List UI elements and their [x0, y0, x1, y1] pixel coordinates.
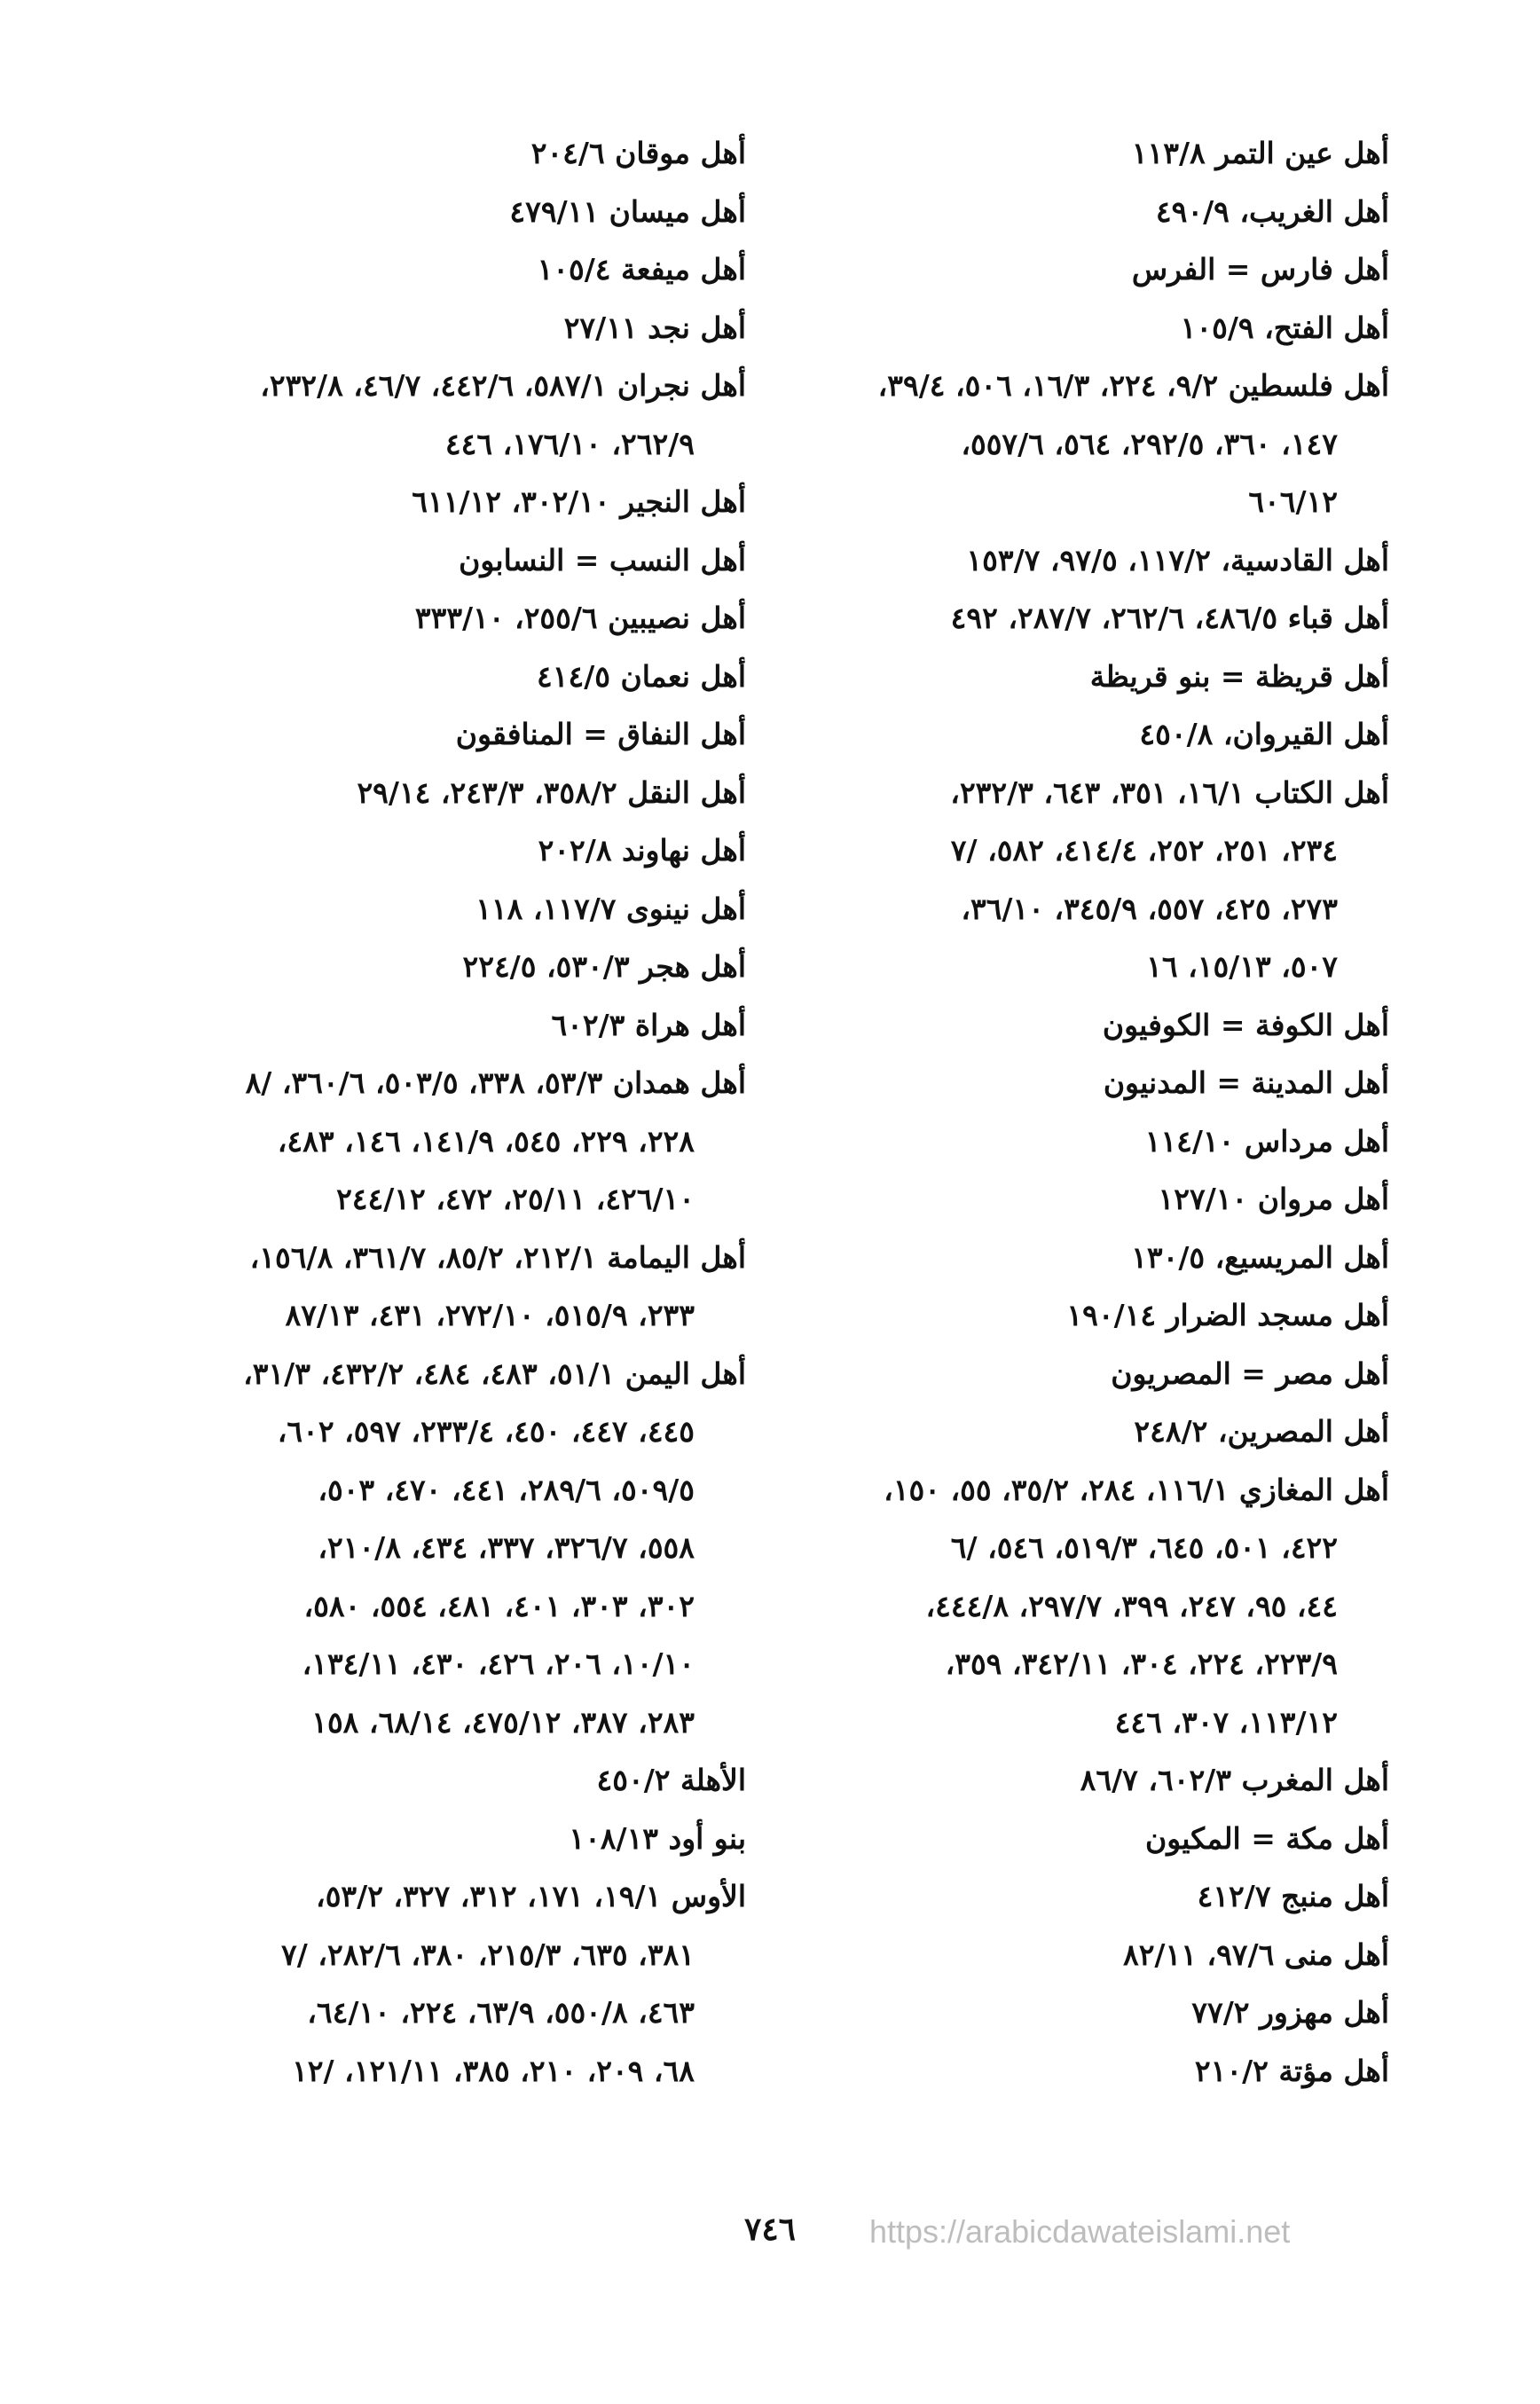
index-entry-line: ٥٠٧، ١٥/١٣، ١٦	[1146, 949, 1338, 984]
index-entry-line: أهل نينوى ١١٧/٧، ١١٨	[475, 891, 746, 926]
index-entry-line: أهل مؤتة ٢١٠/٢	[1194, 2053, 1389, 2088]
index-entry-line: أهل عين التمر ١١٣/٨	[1131, 136, 1389, 170]
index-column-right	[742, 124, 1389, 2100]
index-entry-line: أهل مرداس ١١٤/١٠	[1144, 1123, 1389, 1159]
index-entry-line: ٣٠٢، ٣٠٣، ٤٠١، ٤٨١، ٥٥٤، ٥٨٠،	[303, 1588, 695, 1623]
index-entry-line: أهل هراة ٦٠٢/٣	[551, 1007, 746, 1042]
index-entry-line: أهل الفتح، ١٠٥/٩	[1180, 310, 1389, 345]
index-entry-line: ٤٤، ٩٥، ٢٤٧، ٣٩٩، ٢٩٧/٧، ٤٤٤/٨،	[925, 1588, 1338, 1623]
index-entry-line: أهل اليمن ٥١/١، ٤٨٣، ٤٨٤، ٤٣٢/٢، ٣١/٣،	[243, 1355, 746, 1391]
index-entry-line: أهل فلسطين ٩/٢، ٢٢٤، ١٦/٣، ٥٠٦، ٣٩/٤،	[877, 368, 1389, 403]
index-entry-line: بنو أود ١٠٨/١٣	[569, 1820, 746, 1856]
index-entry-line: أهل نصيبين ٢٥٥/٦، ٣٣٣/١٠	[414, 601, 746, 635]
index-entry-line: أهل نعمان ٤١٤/٥	[537, 658, 746, 694]
index-entry-line: أهل القادسية، ١١٧/٢، ٩٧/٥، ١٥٣/٧	[966, 542, 1389, 577]
index-entry-line: ١١٣/١٢، ٣٠٧، ٤٤٦	[1114, 1704, 1338, 1740]
index-entry-line: ١٠/١٠، ٢٠٦، ٤٢٦، ٤٣٠، ١٣٤/١١،	[302, 1646, 695, 1681]
index-entry-line: أهل ميسان ٤٧٩/١١	[509, 193, 746, 229]
index-entry-line: ٢٦٢/٩، ١٧٦/١٠، ٤٤٦	[444, 426, 695, 461]
watermark-url: https://arabicdawateislami.net	[869, 2213, 1291, 2250]
index-entry-line: ٢٣٣، ٥١٥/٩، ٢٧٢/١٠، ٤٣١، ٨٧/١٣	[285, 1298, 695, 1332]
index-entry-line: أهل هجر ٥٣٠/٣، ٢٢٤/٥	[462, 949, 746, 984]
index-entry-line: أهل نجران ٥٨٧/١، ٤٤٢/٦، ٤٦/٧، ٢٣٢/٨،	[260, 368, 746, 403]
index-entry-line: ٢٨٣، ٣٨٧، ٤٧٥/١٢، ٦٨/١٤، ١٥٨	[311, 1704, 695, 1740]
index-entry-line: ١٤٧، ٣٦٠، ٢٩٢/٥، ٥٦٤، ٥٥٧/٦،	[961, 426, 1338, 461]
index-entry-line: أهل المغازي ١١٦/١، ٢٨٤، ٣٥/٢، ٥٥، ١٥٠،	[884, 1472, 1389, 1507]
index-entry-line: أهل الغريب، ٤٩٠/٩	[1155, 193, 1389, 229]
index-entry-line: أهل قباء ٤٨٦/٥، ٢٦٢/٦، ٢٨٧/٧، ٤٩٢	[950, 601, 1389, 635]
index-entry-line: ٥٠٩/٥، ٢٨٩/٦، ٤٤١، ٤٧٠، ٥٠٣،	[318, 1472, 695, 1507]
index-entry-line: أهل النسب = النسابون	[459, 542, 746, 577]
index-entry-line: الأوس ١٩/١، ١٧١، ٣١٢، ٣٢٧، ٥٣/٢،	[316, 1879, 746, 1913]
index-entry-line: أهل مسجد الضرار ١٩٠/١٤	[1066, 1298, 1389, 1332]
index-column-left	[72, 124, 746, 2100]
index-entry-line: أهل مهزور ٧٧/٢	[1191, 1995, 1389, 2030]
index-entry-line: ٤٤٥، ٤٤٧، ٤٥٠، ٢٣٣/٤، ٥٩٧، ٦٠٢،	[277, 1414, 695, 1449]
index-entry-line: أهل منى ٩٧/٦، ٨٢/١١	[1122, 1937, 1389, 1972]
index-entry-line: أهل مصر = المصريون	[1111, 1355, 1389, 1391]
page-number: ٧٤٦	[743, 2211, 796, 2248]
index-entry-line: أهل مروان ١٢٧/١٠	[1158, 1182, 1389, 1216]
index-entry-line: أهل النجير ٣٠٢/١٠، ٦١١/١٢	[412, 484, 746, 519]
index-entry-line: ٣٨١، ٦٣٥، ٢١٥/٣، ٣٨٠، ٢٨٢/٦، /٧	[281, 1937, 695, 1972]
index-entry-line: أهل نهاوند ٢٠٢/٨	[538, 833, 746, 868]
index-entry-line: أهل الكتاب ١٦/١، ٣٥١، ٦٤٣، ٢٣٢/٣،	[950, 774, 1389, 810]
index-entry-line: ٢٢٨، ٢٢٩، ٥٤٥، ١٤١/٩، ١٤٦، ٤٨٣،	[277, 1123, 695, 1159]
index-entry-line: أهل نجد ٢٧/١١	[563, 310, 746, 345]
index-entry-line: أهل المغرب ٦٠٢/٣، ٨٦/٧	[1080, 1763, 1389, 1797]
index-entry-line: أهل همدان ٥٣/٣، ٣٣٨، ٥٠٣/٥، ٣٦٠/٦، /٨	[245, 1065, 746, 1100]
index-entry-line: ٢٧٣، ٤٢٥، ٥٥٧، ٣٤٥/٩، ٣٦/١٠،	[961, 891, 1338, 926]
index-entry-line: أهل الكوفة = الكوفيون	[1102, 1007, 1389, 1042]
index-entry-line: أهل منبج ٤١٢/٧	[1197, 1879, 1389, 1913]
index-entry-line: أهل النقل ٣٥٨/٢، ٢٤٣/٣، ٢٩/١٤	[357, 774, 746, 810]
index-entry-line: ٢٣٤، ٢٥١، ٢٥٢، ٤١٤/٤، ٥٨٢، /٧	[950, 833, 1338, 868]
index-entry-line: ٤٦٣، ٥٥٠/٨، ٦٣/٩، ٢٢٤، ٦٤/١٠،	[307, 1995, 695, 2030]
index-entry-line: أهل القيروان، ٤٥٠/٨	[1139, 717, 1389, 751]
index-entry-line: أهل المريسيع، ١٣٠/٥	[1131, 1239, 1389, 1275]
index-entry-line: الأهلة ٤٥٠/٢	[596, 1763, 746, 1797]
index-entry-line: ٥٥٨، ٣٢٦/٧، ٣٣٧، ٤٣٤، ٢١٠/٨،	[318, 1530, 695, 1565]
index-entry-line: ٦٨، ٢٠٩، ٢١٠، ٣٨٥، ١٢١/١١، /١٢	[292, 2053, 695, 2088]
index-entry-line: ٦٠٦/١٢	[1248, 484, 1338, 519]
index-entry-line: أهل قريظة = بنو قريظة	[1089, 658, 1389, 694]
index-entry-line: ٢٢٣/٩، ٢٢٤، ٣٠٤، ٣٤٢/١١، ٣٥٩،	[945, 1646, 1338, 1681]
index-entry-line: أهل فارس = الفرس	[1131, 252, 1389, 287]
index-entry-line: أهل مكة = المكيون	[1144, 1820, 1389, 1856]
index-entry-line: ٤٢٦/١٠، ٢٥/١١، ٤٧٢، ٢٤٤/١٢	[336, 1182, 695, 1216]
index-entry-line: أهل اليمامة ٢١٢/١، ٨٥/٢، ٣٦١/٧، ١٥٦/٨،	[249, 1239, 746, 1275]
index-entry-line: أهل النفاق = المنافقون	[455, 717, 746, 751]
index-entry-line: ٤٢٢، ٥٠١، ٦٤٥، ٥١٩/٣، ٥٤٦، /٦	[950, 1530, 1338, 1565]
index-entry-line: أهل المدينة = المدنيون	[1103, 1065, 1389, 1100]
index-entry-line: أهل المصرين، ٢٤٨/٢	[1134, 1414, 1389, 1449]
index-entry-line: أهل ميفعة ١٠٥/٤	[537, 252, 746, 287]
index-entry-line: أهل موقان ٢٠٤/٦	[530, 136, 746, 170]
